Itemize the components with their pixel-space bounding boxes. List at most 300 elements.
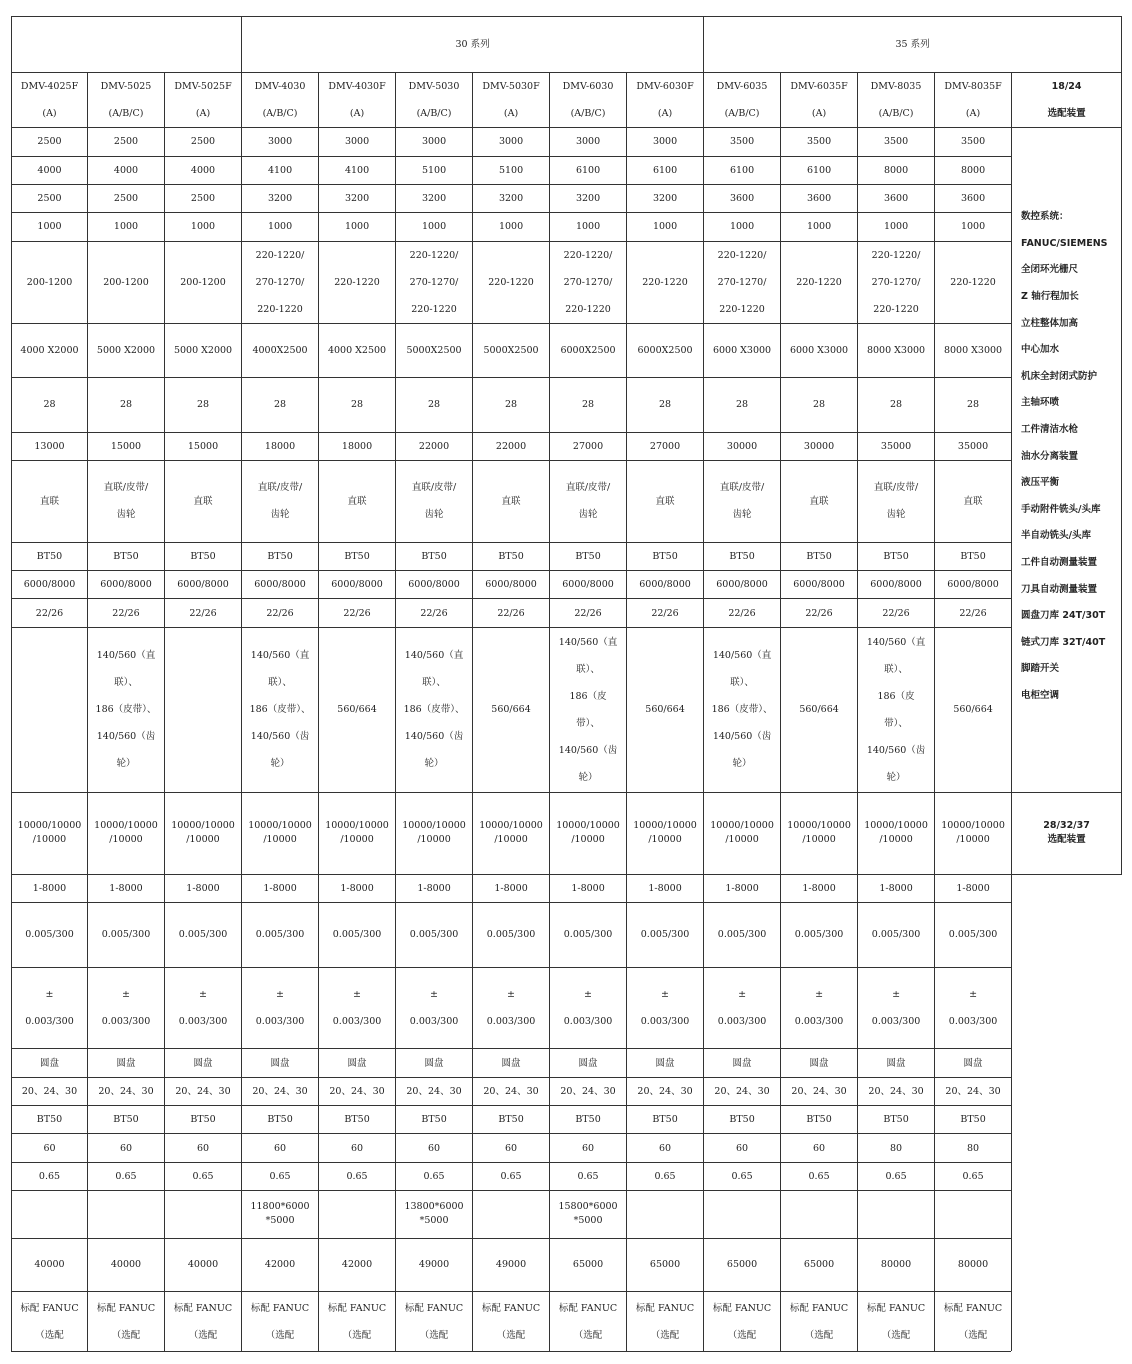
spec-cell-line: 28 <box>196 399 210 411</box>
spec-cell-line: 轮） <box>270 758 290 770</box>
spec-cell-line: 3200 <box>267 193 293 205</box>
spec-cell <box>88 542 165 570</box>
spec-cell-line: 28 <box>581 399 595 411</box>
spec-cell <box>473 241 550 324</box>
spec-cell <box>473 324 550 378</box>
spec-cell-line: 40000 <box>110 1259 142 1271</box>
model-header-line: (A) <box>42 107 57 119</box>
spec-cell-line: 186（皮 <box>569 690 607 702</box>
spec-cell <box>242 1292 319 1352</box>
table-row <box>12 1049 1122 1077</box>
spec-cell <box>242 1162 319 1190</box>
spec-cell-line: 3600 <box>729 193 755 205</box>
spec-cell-line: 6000/8000 <box>408 579 460 591</box>
spec-cell <box>935 542 1012 570</box>
spec-cell <box>858 1077 935 1105</box>
spec-cell <box>627 1238 704 1292</box>
spec-cell <box>396 324 473 378</box>
spec-cell-line: 1-8000 <box>340 882 374 894</box>
spec-cell <box>935 627 1012 792</box>
spec-cell <box>627 874 704 902</box>
spec-cell-line: 4000 X2500 <box>327 345 387 357</box>
spec-cell-line: 3500 <box>806 136 832 148</box>
option-item: 机床全封闭式防护 <box>1021 370 1098 382</box>
spec-cell <box>704 1191 781 1239</box>
spec-cell-line: 标配 FANUC <box>250 1302 310 1314</box>
spec-cell-line: 0.005/300 <box>948 929 998 941</box>
spec-cell <box>242 1077 319 1105</box>
table-row <box>12 241 1122 324</box>
spec-cell <box>704 1162 781 1190</box>
spec-cell <box>627 1162 704 1190</box>
spec-cell-line: 186（皮带）、 <box>711 704 773 716</box>
spec-cell <box>627 184 704 212</box>
model-header <box>704 72 781 128</box>
spec-cell-line: BT50 <box>729 1114 755 1126</box>
spec-cell <box>319 432 396 460</box>
table-row <box>12 184 1122 212</box>
spec-cell-line: 1-8000 <box>648 882 682 894</box>
spec-cell-line: 3000 <box>575 136 601 148</box>
spec-cell <box>550 378 627 433</box>
spec-cell <box>242 967 319 1049</box>
spec-cell-line: 8000 X3000 <box>943 345 1003 357</box>
spec-cell-line: 5100 <box>421 164 447 176</box>
spec-cell <box>88 1292 165 1352</box>
spec-cell-line: 49000 <box>495 1259 527 1271</box>
model-header-line: DMV-6030F <box>636 80 694 92</box>
spec-cell <box>781 599 858 627</box>
spec-cell <box>396 792 473 874</box>
spec-cell <box>242 324 319 378</box>
spec-cell-line: 圆盘 <box>501 1057 521 1069</box>
spec-cell-line: ± <box>276 989 285 1001</box>
spec-cell-line: 10000/10000 <box>864 820 928 832</box>
spec-cell <box>550 571 627 599</box>
model-header-line: (A) <box>349 107 365 119</box>
spec-cell-line: 轮） <box>424 758 444 770</box>
spec-cell-line: 60 <box>504 1142 518 1154</box>
spec-cell-line: 220-1220/ <box>871 249 921 261</box>
spec-cell-line: 标配 FANUC <box>558 1302 618 1314</box>
model-header <box>550 72 627 128</box>
spec-cell <box>781 156 858 184</box>
model-header-line: (A/B/C) <box>724 107 760 119</box>
spec-cell-line: （选配 <box>650 1329 680 1341</box>
table-row <box>12 1134 1122 1162</box>
spec-cell <box>242 627 319 792</box>
spec-cell-line: 20、24、30 <box>868 1085 924 1097</box>
spec-cell-line: 60 <box>736 1142 749 1154</box>
model-header <box>473 72 550 128</box>
spec-cell <box>473 128 550 156</box>
spec-cell-line: 1000 <box>344 221 370 233</box>
spec-cell-line: 140/560（直 <box>712 650 772 662</box>
spec-cell <box>781 1292 858 1352</box>
spec-cell-line: 0.005/300 <box>794 929 844 941</box>
spec-cell-line: 6000/8000 <box>793 579 845 591</box>
spec-cell-line: BT50 <box>113 1114 139 1126</box>
spec-cell-line: 0.005/300 <box>25 929 74 941</box>
spec-cell-line: 28 <box>273 399 287 411</box>
spec-cell-line: 6000X2500 <box>637 345 693 357</box>
model-header-line: DMV-8035 <box>870 80 922 92</box>
spec-cell-line: 3000 <box>421 136 447 148</box>
spec-cell-line: BT50 <box>960 551 986 562</box>
spec-cell-line: 0.003/300 <box>871 1016 921 1028</box>
spec-cell <box>12 213 88 241</box>
spec-cell-line: 标配 FANUC <box>404 1302 464 1314</box>
series-35-header <box>704 17 1122 73</box>
spec-cell-line: 3000 <box>652 136 678 148</box>
spec-cell-line: BT50 <box>652 551 678 562</box>
spec-cell-line: 40000 <box>34 1259 65 1271</box>
spec-cell <box>242 542 319 570</box>
spec-cell <box>165 571 242 599</box>
spec-cell-line: 200-1200 <box>180 276 226 288</box>
spec-cell-line: 0.005/300 <box>486 929 536 941</box>
spec-cell-line: 3200 <box>575 193 601 205</box>
spec-cell <box>165 184 242 212</box>
spec-cell <box>12 1191 88 1239</box>
spec-cell-line: 齿轮 <box>424 509 444 521</box>
option-item: 手动附件铣头/头库 <box>1021 503 1101 515</box>
spec-cell <box>935 599 1012 627</box>
spec-cell <box>781 213 858 241</box>
option-item: 工件清洁水枪 <box>1021 424 1079 435</box>
spec-cell <box>550 1162 627 1190</box>
spec-cell-line: 圆盘 <box>270 1057 290 1069</box>
spec-cell <box>935 156 1012 184</box>
spec-cell-line: （选配 <box>727 1329 757 1341</box>
spec-cell <box>858 184 935 212</box>
spec-cell <box>550 902 627 967</box>
spec-cell <box>396 1191 473 1239</box>
spec-cell <box>319 792 396 874</box>
spec-cell <box>319 213 396 241</box>
spec-cell <box>550 156 627 184</box>
spec-cell-line: 5000 X2000 <box>96 345 156 357</box>
spec-cell <box>242 241 319 324</box>
spec-cell-line: /10000 <box>263 834 297 846</box>
spec-cell-line: 标配 FANUC <box>327 1302 387 1314</box>
table-row <box>12 967 1122 1049</box>
spec-cell-line: 20、24、30 <box>637 1085 693 1097</box>
spec-cell <box>473 902 550 967</box>
spec-cell <box>550 874 627 902</box>
spec-cell <box>473 571 550 599</box>
spec-cell-line: （选配 <box>804 1329 834 1341</box>
spec-cell-line: 3600 <box>806 193 832 205</box>
spec-cell-line: （选配 <box>881 1329 911 1341</box>
spec-cell <box>550 241 627 324</box>
spec-cell-line: 10000/10000 <box>556 820 620 832</box>
spec-cell-line: 1-8000 <box>417 882 451 894</box>
spec-cell-line: 22/26 <box>651 607 679 619</box>
spec-cell <box>550 1077 627 1105</box>
spec-cell <box>627 378 704 433</box>
spec-cell-line: ± <box>969 989 978 1001</box>
model-header-line: (A/B/C) <box>262 107 298 119</box>
spec-cell-line: 齿轮 <box>578 509 598 521</box>
spec-cell <box>396 1238 473 1292</box>
spec-cell <box>88 213 165 241</box>
model-header-line: (A/B/C) <box>570 107 606 119</box>
spec-cell-line: 1-8000 <box>32 882 67 894</box>
spec-cell <box>550 792 627 874</box>
spec-cell-line: 3500 <box>960 136 986 148</box>
spec-cell-line: 20、24、30 <box>329 1085 385 1097</box>
spec-cell-line: 2500 <box>190 193 216 205</box>
spec-cell-line: 标配 FANUC <box>481 1302 541 1314</box>
spec-cell <box>165 1238 242 1292</box>
spec-cell-line: 齿轮 <box>732 509 752 521</box>
spec-cell <box>550 460 627 542</box>
spec-cell <box>935 1238 1012 1292</box>
option-item: 立柱整体加高 <box>1021 317 1079 329</box>
spec-cell <box>165 156 242 184</box>
spec-cell <box>165 241 242 324</box>
spec-cell-line: 3600 <box>883 193 909 205</box>
options-header-line: 选配装置 <box>1047 107 1086 119</box>
spec-cell-line: ± <box>199 989 207 1001</box>
spec-cell <box>165 599 242 627</box>
spec-cell-line: 140/560（齿 <box>96 731 156 743</box>
spec-cell <box>858 1191 935 1239</box>
spec-cell <box>781 1191 858 1239</box>
spec-cell <box>473 1292 550 1352</box>
spec-cell <box>88 156 165 184</box>
spec-cell <box>319 1162 396 1190</box>
spec-cell-line: 27000 <box>649 440 681 452</box>
spec-cell-line: 1000 <box>113 221 139 233</box>
spec-cell-line: 186（皮带）、 <box>249 704 311 716</box>
spec-cell-line: 1000 <box>267 221 293 233</box>
spec-cell-line: BT50 <box>421 551 447 562</box>
spec-cell-line: 0.65 <box>885 1170 907 1182</box>
spec-cell-line: BT50 <box>421 1114 447 1126</box>
spec-cell-line: 140/560（直 <box>404 650 464 662</box>
spec-cell <box>704 874 781 902</box>
spec-cell-line: 0.005/300 <box>332 929 382 941</box>
spec-cell <box>396 1106 473 1134</box>
spec-cell-line: 15000 <box>187 440 219 452</box>
spec-cell <box>858 542 935 570</box>
spec-cell-line: 圆盘 <box>655 1057 675 1069</box>
spec-cell-line: 270-1270/ <box>409 276 459 288</box>
spec-cell-line: 11800*6000 <box>250 1201 310 1213</box>
spec-cell <box>319 378 396 433</box>
spec-cell-line: 4000X2500 <box>252 345 308 357</box>
spec-cell-line: 49000 <box>418 1259 450 1271</box>
spec-cell-line: 140/560（齿 <box>866 744 926 756</box>
spec-cell <box>88 324 165 378</box>
spec-cell <box>781 184 858 212</box>
spec-cell-line: /10000 <box>186 834 220 846</box>
spec-cell <box>627 792 704 874</box>
spec-cell-line: 10000/10000 <box>325 820 389 832</box>
model-header-line: (A/B/C) <box>108 107 144 119</box>
spec-cell <box>12 1134 88 1162</box>
spec-cell-line: （选配 <box>419 1329 449 1341</box>
spec-cell-line: 10000/10000 <box>171 820 235 832</box>
spec-cell <box>473 378 550 433</box>
spec-cell-line: 直联/皮带/ <box>103 482 149 494</box>
spec-cell <box>165 1292 242 1352</box>
spec-cell-line: 标配 FANUC <box>96 1302 156 1314</box>
spec-cell <box>473 460 550 542</box>
spec-cell-line: 65000 <box>726 1259 758 1271</box>
model-header-line: DMV-6035F <box>790 80 848 92</box>
spec-cell <box>88 1191 165 1239</box>
spec-cell <box>396 599 473 627</box>
spec-cell-line: 220-1220 <box>411 303 457 315</box>
spec-cell <box>319 1077 396 1105</box>
spec-cell <box>935 128 1012 156</box>
spec-cell <box>550 213 627 241</box>
spec-cell <box>781 1106 858 1134</box>
spec-cell-line: 1-8000 <box>109 882 143 894</box>
spec-cell <box>627 967 704 1049</box>
spec-cell-line: （选配 <box>573 1329 603 1341</box>
spec-cell <box>165 1077 242 1105</box>
spec-cell <box>550 1134 627 1162</box>
spec-cell-line: BT50 <box>344 551 370 562</box>
spec-cell-line: 0.003/300 <box>409 1016 459 1028</box>
spec-cell-line: （选配 <box>496 1329 526 1341</box>
spec-cell-line: 6000/8000 <box>562 579 614 591</box>
spec-cell <box>165 967 242 1049</box>
spec-cell <box>473 1049 550 1077</box>
spec-cell <box>550 184 627 212</box>
spec-cell <box>781 571 858 599</box>
spec-cell-line: 6000/8000 <box>870 579 922 591</box>
spec-cell-line: 22/26 <box>112 607 140 619</box>
spec-cell <box>165 1106 242 1134</box>
spec-cell <box>781 128 858 156</box>
spec-cell-line: BT50 <box>960 1114 986 1126</box>
spec-cell-line: 0.65 <box>115 1170 137 1182</box>
spec-cell-line: BT50 <box>190 551 216 562</box>
spec-cell-line: BT50 <box>498 551 524 562</box>
option-item: FANUC/SIEMENS <box>1021 237 1108 249</box>
spec-cell-line: ± <box>892 989 901 1001</box>
spec-cell <box>88 184 165 212</box>
spec-cell-line: 6000/8000 <box>331 579 383 591</box>
spec-cell <box>88 967 165 1049</box>
table-row <box>12 156 1122 184</box>
spec-cell-line: 齿轮 <box>270 509 290 521</box>
spec-cell <box>935 1191 1012 1239</box>
spec-cell <box>550 324 627 378</box>
spec-cell <box>473 542 550 570</box>
spec-cell <box>704 542 781 570</box>
spec-cell-line: 60 <box>350 1142 364 1154</box>
spec-cell <box>627 241 704 324</box>
spec-cell <box>12 1106 88 1134</box>
spec-cell-line: 5000 X2000 <box>173 345 233 357</box>
spec-cell <box>858 156 935 184</box>
spec-cell <box>319 156 396 184</box>
spec-cell <box>396 128 473 156</box>
spec-cell <box>858 792 935 874</box>
spec-cell <box>704 902 781 967</box>
spec-cell-line: BT50 <box>113 551 139 562</box>
spec-cell <box>88 128 165 156</box>
spec-cell-line: 联）、 <box>114 677 138 689</box>
spec-cell-line: ± <box>353 989 362 1001</box>
spec-cell <box>396 184 473 212</box>
spec-cell-line: 圆盘 <box>578 1057 598 1069</box>
model-header-line: DMV-8035F <box>944 80 1002 92</box>
spec-cell <box>12 874 88 902</box>
spec-cell-line: BT50 <box>498 1114 524 1126</box>
spec-cell <box>473 1106 550 1134</box>
spec-cell-line: 5000X2500 <box>483 345 539 357</box>
spec-cell <box>396 542 473 570</box>
spec-cell-line: 13800*6000 <box>404 1201 464 1213</box>
spec-cell-line: 0.003/300 <box>101 1016 151 1028</box>
spec-cell-line: 1000 <box>806 221 832 233</box>
spec-cell <box>473 1238 550 1292</box>
option-item: 油水分离装置 <box>1021 450 1079 462</box>
spec-cell-line: 140/560（齿 <box>712 731 772 743</box>
spec-cell-line: 轮） <box>886 771 906 783</box>
spec-cell-line: 186（皮带）、 <box>403 704 465 716</box>
spec-cell-line: 4100 <box>344 164 370 176</box>
spec-cell-line: 4000 <box>113 164 139 176</box>
spec-cell <box>396 1292 473 1352</box>
spec-cell-line: 20、24、30 <box>714 1085 770 1097</box>
spec-cell <box>473 1077 550 1105</box>
spec-cell <box>242 792 319 874</box>
spec-cell-line: BT50 <box>575 1114 601 1126</box>
spec-cell-line: 0.005/300 <box>409 929 459 941</box>
spec-cell <box>858 967 935 1049</box>
spec-cell-line: 3000 <box>344 136 370 148</box>
option-item: 中心加水 <box>1021 344 1060 356</box>
spec-cell <box>12 241 88 324</box>
spec-cell-line: 60 <box>43 1142 56 1154</box>
spec-cell <box>242 1134 319 1162</box>
spec-cell-line: 圆盘 <box>809 1057 829 1069</box>
spec-cell <box>858 874 935 902</box>
spec-cell <box>319 1106 396 1134</box>
spec-cell-line: 22/26 <box>728 607 756 619</box>
spec-cell-line: 圆盘 <box>732 1057 752 1069</box>
spec-cell <box>704 1106 781 1134</box>
spec-cell <box>396 241 473 324</box>
spec-cell-line: 270-1270/ <box>255 276 305 288</box>
option-item: 链式刀库 32T/40T <box>1021 636 1106 648</box>
spec-cell <box>935 1292 1012 1352</box>
spec-cell-line: 560/664 <box>337 704 377 716</box>
table-row <box>12 874 1122 902</box>
table-row <box>12 378 1122 433</box>
spec-cell-line: ± <box>815 989 824 1001</box>
spec-cell-line: 28 <box>736 399 749 411</box>
spec-cell-line: （选配 <box>342 1329 372 1341</box>
spec-cell-line: 10000/10000 <box>941 820 1005 832</box>
spec-cell-line: 22/26 <box>882 607 910 619</box>
spec-cell <box>704 627 781 792</box>
spec-cell <box>12 1238 88 1292</box>
spec-cell <box>858 460 935 542</box>
spec-cell <box>12 967 88 1049</box>
spec-cell <box>88 1077 165 1105</box>
spec-cell-line: 圆盘 <box>886 1057 906 1069</box>
spec-cell-line: 联）、 <box>576 663 600 675</box>
